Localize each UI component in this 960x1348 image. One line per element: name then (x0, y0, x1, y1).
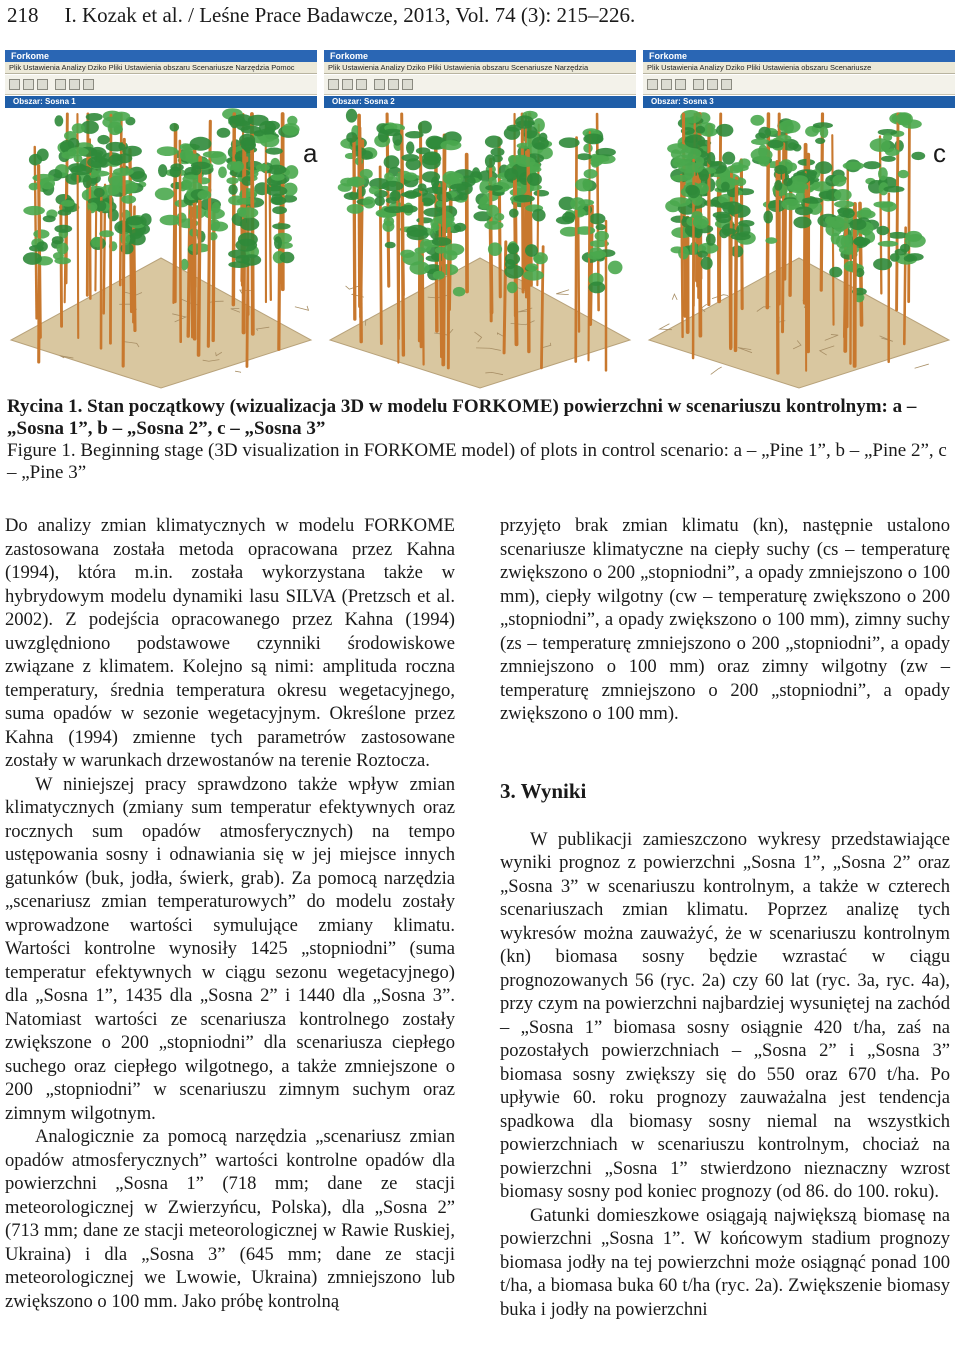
forest-3d-scene (324, 108, 636, 390)
spacer (500, 726, 950, 778)
left-column (5, 514, 455, 1313)
page-number: 218 (7, 3, 39, 27)
body-paragraph: przyjęto brak zmian klimatu (kn), następnie ustalono scenariusze klimatyczne na ciepły suchy (cs – temperaturę zwiększono o 200 „stopniodni”, a opady zmniejszono o 100 mm), ciepły wilgotny (cw – temperaturę zwiększono o 200 „stopniodni”, a opady zwiększono o 100 mm), zimny suchy (zs – temperaturę zmniejszono o 200 „stopniodni”, a opady zmniejszono o 100 mm) oraz zimny wilgotny (zw – temperaturę zmniejszono o 200 „stopniodni”, a opady zwiększono o 100 mm). (500, 515, 950, 724)
figure-panel-b (324, 50, 636, 390)
ground-crack (235, 371, 241, 373)
ground-crack (672, 294, 677, 300)
menu-items: Plik Ustawienia Analizy Dziko Pliki Ustawienia obszaru Scenariusze Narzędzia (328, 63, 589, 72)
plot-area-bar (643, 96, 955, 108)
toolbar-button-icon (9, 79, 20, 90)
plot-area-bar (324, 96, 636, 108)
plot-area-name: Obszar: Sosna 2 (332, 97, 395, 106)
toolbar-button-icon (661, 79, 672, 90)
toolbar-button-icon (707, 79, 718, 90)
toolbar-button-icon (356, 79, 367, 90)
toolbar-button-icon (23, 79, 34, 90)
ground-crack (295, 306, 309, 310)
ground-crack (711, 367, 722, 374)
ground-plane (330, 258, 630, 388)
app-title: Forkome (649, 51, 688, 61)
toolbar-button-icon (342, 79, 353, 90)
app-toolbar (324, 75, 636, 95)
toolbar-button-icon (69, 79, 80, 90)
body-paragraph: W niniejszej pracy sprawdzono także wpływ zmian klimatycznych (zmiany sum temperatur efektywnych oraz rocznych sum opadów atmosferycznych) na tempo ustępowania sosny i odnawiania się w jej miejsce innych gatunków (buk, jodła, świerk, grab). Za pomocą narzędzia „scenariusz zmian temperaturowych” do modelu zostały wprowadzone wartości symulujące zmiany klimatu. Wartości kontrolne wynosiły 1425 „stopniodni” (suma temperatur efektywnych w ciągu sezonu wegetacyjnego) dla „Sosna 1”, 1435 dla „Sosna 2” i 1440 dla „Sosna 3”. Natomiast wartości ze scenariusza kontrolnego zostały zwiększone o 200 „stopniodni” dla scenariusza ciepłego suchego oraz ciepłego wilgotnego, a także zmniejszone o 200 „stopniodni” w scenariuszu zimnym suchym oraz zimnym wilgotnym. (5, 773, 455, 1124)
app-menubar (643, 62, 955, 74)
toolbar-button-icon (402, 79, 413, 90)
body-paragraph: Gatunki domieszkowe osiągają największą biomasę na powierzchni „Sosna 1”. W końcowym stadium prognozy biomasa jodły na tej powierzchni może osiągnąć ponad 100 t/ha, a biomasa buka 60 t/ha (ryc. 2a). Zwiększenie biomasy buka i jodły na powierzchni (500, 1204, 950, 1320)
ground-crack (915, 364, 929, 368)
toolbar-button-icon (37, 79, 48, 90)
menu-items: Plik Ustawienia Analizy Dziko Pliki Ustawienia obszaru Scenariusze (647, 63, 872, 72)
figure-caption-english: Figure 1. Beginning stage (3D visualization in FORKOME model) of plots in control scenario: a – „Pine 1”, b – „Pine 2”, c – „Pine 3” (7, 440, 947, 483)
app-menubar (324, 62, 636, 74)
app-title: Forkome (11, 51, 50, 61)
pine-tree (346, 128, 375, 342)
app-titlebar (324, 50, 636, 62)
app-titlebar (5, 50, 317, 62)
section-heading: 3. Wyniki (500, 778, 587, 803)
toolbar-button-icon (388, 79, 399, 90)
app-toolbar (5, 75, 317, 95)
toolbar-button-icon (55, 79, 66, 90)
toolbar-button-icon (83, 79, 94, 90)
forest-3d-scene (643, 108, 955, 390)
figure-panel-c (643, 50, 955, 390)
app-menubar (5, 62, 317, 74)
plot-area-name: Obszar: Sosna 3 (651, 97, 714, 106)
app-titlebar (643, 50, 955, 62)
toolbar-button-icon (693, 79, 704, 90)
figure-panel-a (5, 50, 317, 390)
running-head (7, 2, 957, 28)
toolbar-button-icon (647, 79, 658, 90)
toolbar-button-icon (374, 79, 385, 90)
app-title: Forkome (330, 51, 369, 61)
toolbar-button-icon (675, 79, 686, 90)
toolbar-button-icon (721, 79, 732, 90)
forest-3d-scene (5, 108, 317, 390)
plot-area-name: Obszar: Sosna 1 (13, 97, 76, 106)
journal-citation: I. Kozak et al. / Leśne Prace Badawcze, 2013, Vol. 74 (3): 215–226. (64, 3, 636, 27)
plot-area-bar (5, 96, 317, 108)
panel-label: c (933, 138, 946, 168)
panel-label: a (303, 138, 318, 168)
figure-forkome-screenshots (5, 50, 955, 390)
pine-tree (577, 204, 609, 324)
ground-crack (556, 290, 569, 295)
menu-items: Plik Ustawienia Analizy Dziko Pliki Ustawienia obszaru Scenariusze Narzędzia Pomoc (9, 63, 295, 72)
body-paragraph: Do analizy zmian klimatycznych w modelu FORKOME zastosowana została metoda opracowana przez Kahna (1994), która m.in. została wykorzystana także w hybrydowym modelu dynamiki lasu SILVA (Pretzsch et al. 2002). Z podejścia opracowanego przez Kahna (1994) uwzględniono podstawowe czynniki środowiskowe związane z klimatem. Kolejno są nimi: amplituda roczna temperatury, średnia temperatura okresu wegetacyjnego, suma opadów w sezonie wegetacyjnym. Określone przez Kahna (1994) zmienne tych parametrów zastosowane zostały w warunkach drzewostanów na terenie Roztocza. (5, 515, 455, 771)
right-column (500, 514, 950, 1321)
body-paragraph: W publikacji zamieszczono wykresy przedstawiające wyniki prognoz z powierzchni „Sosna 1”, „Sosna 2” oraz „Sosna 3” w scenariuszu kontrolnym, a także w czterech scenariuszach zmian klimatu. Poprzez analizę tych wykresów można zauważyć, że w scenariuszu kontrolnym (kn) biomasa sosny będzie wzrastać w ciągu prognozowanych 56 (ryc. 2a) czy 60 lat (ryc. 3a, ryc. 4a), przy czym na powierzchni najbardziej wysuniętej na zachód – „Sosna 1” biomasa sosny osiągnie 420 t/ha, zaś na pozostałych powierzchniach – „Sosna 2” i „Sosna 3” biomasa sosny zwiększy się do 550 oraz 670 t/ha. Po upływie 60. roku prognozy zauważalna jest tendencja spadkowa dla biomasy sosny niemal na wszystkich powierzchniach w scenariuszu kontrolnym, chociaż na powierzchni „Sosna 1” stwierdzono nieznaczny wzrost biomasy sosny pod koniec prognozy (od 86. do 100. roku). (500, 828, 950, 1202)
figure-caption-polish (7, 396, 952, 440)
body-paragraph: Analogicznie za pomocą narzędzia „scenariusz zmian opadów atmosferycznych” wartości kontrolne opadów dla powierzchni „Sosna 1” (718 mm; dane ze stacji meteorologicznej w Zwierzyńcu, Polska), dla „Sosna 2” (713 mm; dane ze stacji meteorologicznej w Rawie Ruskiej, Ukraina) i dla „Sosna 3” (645 mm; dane ze stacji meteorologicznej we Lwowie, Ukraina) zmniejszono lub zwiększono o 100 mm. Jako próbę kontrolną (5, 1126, 455, 1312)
app-toolbar (643, 75, 955, 95)
caption-polish-text: Rycina 1. Stan początkowy (wizualizacja 3D w modelu FORKOME) powierzchni w scenariuszu kontrolnym: a – „Sosna 1”, b – „Sosna 2”, c – „Sosna 3” (7, 396, 917, 439)
toolbar-button-icon (328, 79, 339, 90)
